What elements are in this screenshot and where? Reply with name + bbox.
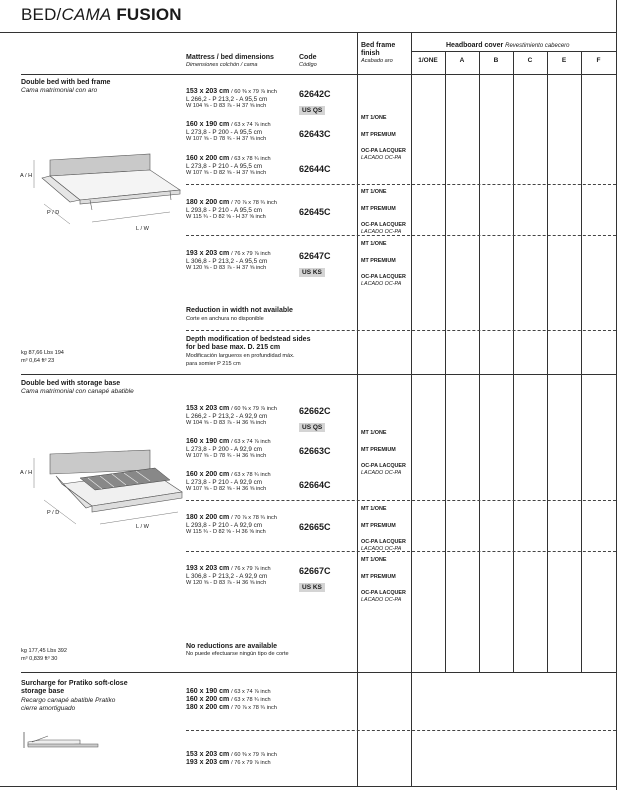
depth-label: P / D (47, 510, 60, 516)
note-depth-modification-sub: Modificación largueros en profundidad máx. (186, 353, 295, 359)
section1-subtitle: Cama matrimonial con aro (21, 87, 98, 94)
section1-volume: m³ 0,64 ft³ 23 (21, 358, 55, 364)
finish-list: MT 1/ONE MT PREMIUM OC-PA LACQUER LACADO OC-PA (361, 241, 406, 287)
dims-header: Mattress / bed dimensions (186, 54, 274, 61)
note-depth-modification: Depth modification of bedstead sides (186, 336, 311, 343)
pratiko-base-illustration (20, 728, 100, 752)
height-label: A / H (20, 173, 33, 179)
dim-row: 160 x 190 cm / 63 x 74 ⅞ inch L 273,8 - P 200 - A 95,5 cm W 107 ⅝ - D 78 ¾ - H 37 ⅝ inch (186, 121, 271, 142)
column-divider (581, 52, 582, 672)
section-rule (21, 672, 616, 673)
height-label: A / H (20, 470, 33, 476)
market-badge: US KS (299, 583, 325, 592)
finish-list: MT 1/ONE MT PREMIUM OC-PA LACQUER LACADO OC-PA (361, 115, 406, 161)
column-divider (547, 52, 548, 672)
note-no-width-reduction: Reduction in width not available (186, 307, 293, 314)
code-header: Code (299, 54, 317, 61)
row-separator (186, 500, 616, 501)
pratiko-sizes-b: 153 x 203 cm / 60 ⅜ x 79 ⅞ inch 193 x 203 cm / 76 x 79 ⅞ inch (186, 751, 277, 766)
market-badge: US QS (299, 423, 325, 432)
code-cell: 62645C (299, 207, 331, 217)
right-border (616, 0, 617, 790)
finish-list: MT 1/ONE MT PREMIUM OC-PA LACQUER LACADO OC-PA (361, 557, 406, 603)
row-separator (186, 235, 616, 236)
row-separator (186, 184, 616, 185)
note-depth-modification-2: for bed base max. D. 215 cm (186, 344, 281, 351)
frame-header: Bed frame (361, 42, 396, 49)
section3-title: Surcharge for Pratiko soft-close (21, 680, 128, 687)
section3-subtitle: Recargo canapé abatible Pratiko (21, 697, 116, 704)
code-cell: 62667C US KS (299, 566, 331, 591)
dim-row: 153 x 203 cm / 60 ⅜ x 79 ⅞ inch L 266,2 - P 213,2 - A 95,5 cm W 104 ⅝ - D 83 ⅞ - H 37 ⅝ inch (186, 88, 277, 109)
grade-a: A (459, 57, 465, 64)
note-depth-modification-sub-2: para somier P 215 cm (186, 361, 241, 367)
header-rule (21, 74, 616, 75)
section1-weight: kg 87,66 Lbs 194 (21, 350, 64, 356)
code-cell: 62647C US KS (299, 251, 331, 276)
section2-title: Double bed with storage base (21, 380, 121, 387)
grade-b: B (493, 57, 499, 64)
dim-row: 193 x 203 cm / 76 x 79 ⅞ inch L 306,8 - P 213,2 - A 95,5 cm W 120 ⅝ - D 83 ⅞ - H 37 ⅝ inch (186, 250, 271, 271)
code-cell: 62664C (299, 480, 331, 490)
market-badge: US QS (299, 106, 325, 115)
market-badge: US KS (299, 268, 325, 277)
width-label: L / W (136, 524, 149, 530)
grade-f: F (596, 57, 601, 64)
frame-header-2: finish (361, 50, 380, 57)
row-separator (186, 730, 616, 731)
column-divider (445, 52, 446, 672)
row-separator (186, 551, 616, 552)
dim-row: 180 x 200 cm / 70 ⅞ x 78 ¾ inch L 293,8 - P 210 - A 95,5 cm W 115 ¾ - D 82 ⅝ - H 37 ⅝ inch (186, 199, 277, 220)
section2-volume: m³ 0,839 ft³ 30 (21, 656, 58, 662)
column-divider (513, 52, 514, 672)
code-cell: 62662C US QS (299, 406, 331, 431)
dim-row: 153 x 203 cm / 60 ⅜ x 79 ⅞ inch L 266,2 - P 213,2 - A 92,9 cm W 104 ⅝ - D 83 ⅞ - H 36 ⅝ inch (186, 405, 277, 426)
finish-list: MT 1/ONE MT PREMIUM OC-PA LACQUER LACADO OC-PA (361, 189, 406, 235)
note-no-reductions-sub: No puede efectuarse ningún tipo de corte (186, 651, 289, 657)
grade-e: E (561, 57, 567, 64)
note-no-width-reduction-sub: Corte en anchura no disponible (186, 316, 264, 322)
row-separator (186, 330, 616, 331)
pratiko-sizes-a: 160 x 190 cm / 63 x 74 ⅞ inch 160 x 200 cm / 63 x 78 ¾ inch 180 x 200 cm / 70 ⅞ x 78 ¾ inch (186, 688, 277, 711)
headboard-header: Headboard cover Revestimiento cabecero (446, 42, 570, 49)
grade-1one: 1/ONE (418, 57, 438, 64)
dim-row: 180 x 200 cm / 70 ⅞ x 78 ¾ inch L 293,8 - P 210 - A 92,9 cm W 115 ¾ - D 82 ⅝ - H 36 ⅝ inch (186, 514, 277, 535)
top-rule (0, 32, 616, 33)
section1-title: Double bed with bed frame (21, 79, 111, 86)
dim-row: 193 x 203 cm / 76 x 79 ⅞ inch L 306,8 - P 213,2 - A 92,9 cm W 120 ⅝ - D 83 ⅞ - H 36 ⅝ inch (186, 565, 271, 586)
dim-row: 160 x 200 cm / 63 x 78 ¾ inch L 273,8 - P 210 - A 92,9 cm W 107 ⅝ - D 82 ⅝ - H 36 ⅝ inch (186, 471, 271, 492)
finish-list: MT 1/ONE MT PREMIUM OC-PA LACQUER LACADO OC-PA (361, 430, 406, 476)
dim-row: 160 x 200 cm / 63 x 78 ¾ inch L 273,8 - P 210 - A 95,5 cm W 107 ⅝ - D 82 ⅝ - H 37 ⅝ inch (186, 155, 271, 176)
code-cell: 62665C (299, 522, 331, 532)
frame-header-sub: Acabado aro (361, 58, 393, 64)
note-no-reductions: No reductions are available (186, 643, 278, 650)
width-label: L / W (136, 226, 149, 232)
code-cell: 62643C (299, 129, 331, 139)
code-header-sub: Código (299, 62, 317, 68)
section2-subtitle: Cama matrimonial con canapé abatible (21, 388, 134, 395)
bed-frame-illustration (20, 148, 185, 238)
bottom-rule (0, 786, 616, 787)
column-divider (479, 52, 480, 672)
page-title: BED/CAMA FUSION (21, 5, 182, 24)
headboard-rule (411, 51, 616, 52)
code-cell: 62644C (299, 164, 331, 174)
grade-c: C (527, 57, 533, 64)
code-cell: 62663C (299, 446, 331, 456)
depth-label: P / D (47, 210, 60, 216)
code-cell: 62642C US QS (299, 89, 331, 114)
section-rule (21, 374, 616, 375)
dims-header-sub: Dimensiones colchón / cama (186, 62, 258, 68)
section3-title-2: storage base (21, 688, 65, 695)
section2-weight: kg 177,45 Lbs 392 (21, 648, 68, 654)
section3-subtitle-2: cierre amortiguado (21, 705, 76, 712)
finish-list: MT 1/ONE MT PREMIUM OC-PA LACQUER LACADO OC-PA (361, 506, 406, 552)
dim-row: 160 x 190 cm / 63 x 74 ⅞ inch L 273,8 - P 200 - A 92,9 cm W 107 ⅝ - D 78 ¾ - H 36 ⅝ inch (186, 438, 271, 459)
storage-bed-illustration (20, 448, 185, 538)
